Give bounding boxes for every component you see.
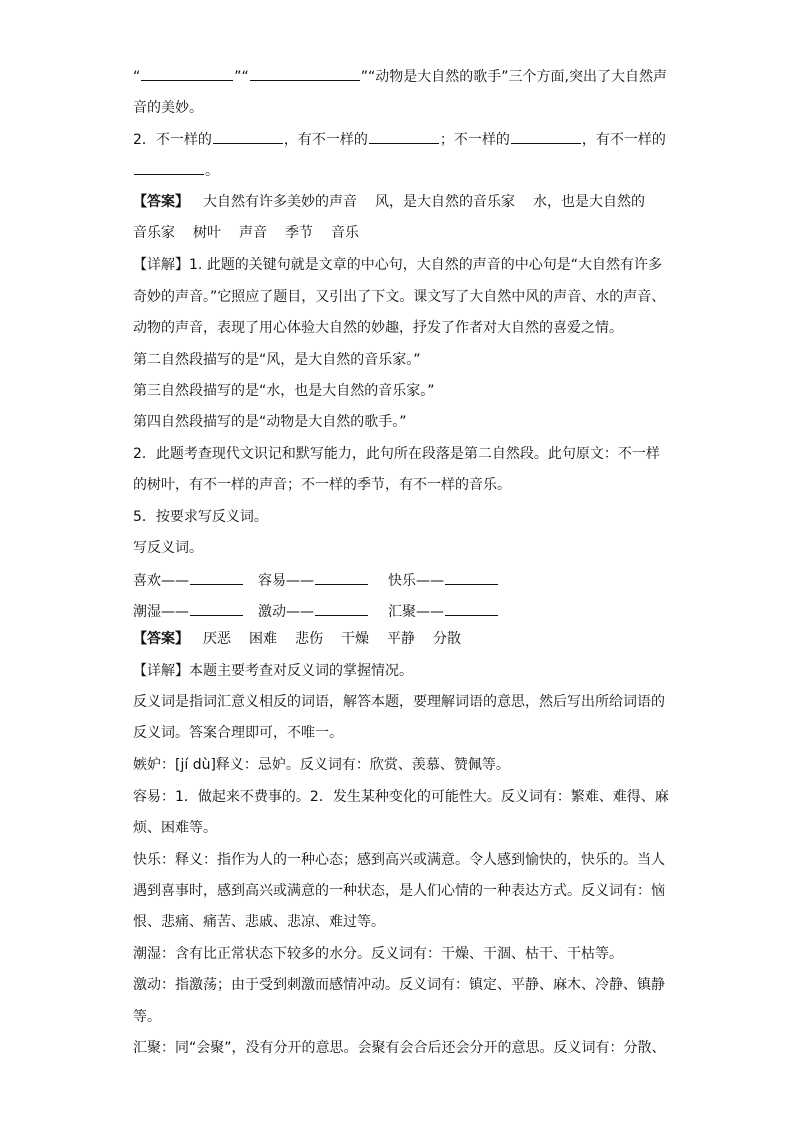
answer1-line1 <box>133 192 645 212</box>
detail1-line: 的树叶，有不一样的声音；不一样的季节，有不一样的音乐。 <box>133 477 511 493</box>
q5-item: 激动—— <box>258 601 388 622</box>
answer-tag: 【答案】 <box>133 631 189 647</box>
q2-prefix: 2．不一样的 <box>133 132 212 148</box>
detail1-line: 第四自然段描写的是“动物是大自然的歌手。” <box>133 414 407 430</box>
q5-row1 <box>133 570 499 591</box>
answer1-item: 音乐家 <box>133 225 175 241</box>
answer1-item: 季节 <box>285 225 313 241</box>
answer5-item: 困难 <box>249 631 277 647</box>
q1-line1: “ ”“ ”“动物是大自然的歌手”三个方面,突出了大自然声 <box>133 66 667 87</box>
detail1-line: 第三自然段描写的是“水，也是大自然的音乐家。” <box>133 383 435 399</box>
q5-item: 汇聚—— <box>388 601 499 622</box>
q2-seg-1: ，有不一样的 <box>283 132 368 148</box>
detail1-line: 第二自然段描写的是“风，是大自然的音乐家。” <box>133 352 421 368</box>
q5-blank[interactable] <box>190 570 243 585</box>
answer5-item: 干燥 <box>341 631 369 647</box>
detail5-line: 快乐：释义：指作为人的一种心态；感到高兴或满意。令人感到愉快的，快乐的。当人 <box>133 852 665 868</box>
q5-item: 喜欢—— <box>133 570 258 591</box>
detail5-line: 反义词。答案合理即可，不唯一。 <box>133 725 343 741</box>
answer1-item: 树叶 <box>193 225 221 241</box>
answer5-item: 平静 <box>387 631 415 647</box>
detail5-line: 烦、困难等。 <box>133 820 217 836</box>
answer1-line2 <box>133 223 359 243</box>
q5-sub: 写反义词。 <box>133 540 203 556</box>
detail5-line: 容易：1．做起来不费事的。2．发生某种变化的可能性大。反义词有：繁难、难得、麻 <box>133 789 669 805</box>
detail5-line: 恨、悲痛、痛苦、悲戚、悲凉、难过等。 <box>133 914 385 930</box>
detail5-line: 【详解】本题主要考查对反义词的掌握情况。 <box>133 663 413 679</box>
answer5-line <box>133 629 461 649</box>
detail1-line: 2．此题考查现代文识记和默写能力，此句所在段落是第二自然段。此句原文：不一样 <box>133 446 660 462</box>
q5-item: 潮湿—— <box>133 601 258 622</box>
detail5-line: 汇聚：同“会聚”，没有分开的意思。会聚有会合后还会分开的意思。反义词有：分散、 <box>133 1040 666 1056</box>
q5-blank[interactable] <box>315 570 368 585</box>
q2-blank-1[interactable] <box>213 129 283 144</box>
q2-blank-2[interactable] <box>369 129 439 144</box>
answer1-item: 风，是大自然的音乐家 <box>375 194 515 210</box>
q2-seg-3: ，有不一样的 <box>581 132 666 148</box>
q5-blank[interactable] <box>190 601 243 616</box>
q1-line2: 音的美妙。 <box>133 100 203 116</box>
answer1-item: 声音 <box>239 225 267 241</box>
q1-blank-1[interactable] <box>141 66 233 81</box>
detail1-line: 动物的声音，表现了用心体验大自然的妙趣，抒发了作者对大自然的喜爱之情。 <box>133 320 623 336</box>
q2-line1 <box>133 129 666 150</box>
q5-title: 5．按要求写反义词。 <box>133 509 268 525</box>
detail5-line: 激动：指激荡；由于受到刺激而感情冲动。反义词有：镇定、平静、麻木、冷静、镇静 <box>133 977 665 993</box>
answer1-item: 音乐 <box>331 225 359 241</box>
q5-item: 快乐—— <box>388 570 499 591</box>
q2-seg-2: ；不一样的 <box>439 132 510 148</box>
answer5-item: 悲伤 <box>295 631 323 647</box>
detail1-line: 奇妙的声音。”它照应了题目，又引出了下文。课文写了大自然中风的声音、水的声音、 <box>133 289 666 305</box>
answer-tag: 【答案】 <box>133 194 189 210</box>
q1-blank-2[interactable] <box>250 66 360 81</box>
q5-blank[interactable] <box>445 570 498 585</box>
q2-end: 。 <box>205 163 219 179</box>
q2-blank-3[interactable] <box>511 129 581 144</box>
q2-line2 <box>133 160 219 181</box>
answer5-item: 厌恶 <box>203 631 231 647</box>
answer1-item: 水，也是大自然的 <box>533 194 645 210</box>
q5-row2 <box>133 601 499 622</box>
detail5-line: 嫉妒：[jí dù]释义：忌妒。反义词有：欣赏、羡慕、赞佩等。 <box>133 757 510 773</box>
detail5-line: 等。 <box>133 1009 161 1025</box>
q2-blank-4[interactable] <box>134 160 204 175</box>
q5-blank[interactable] <box>445 601 498 616</box>
answer1-item: 大自然有许多美妙的声音 <box>203 194 357 210</box>
q1-tail: ”“动物是大自然的歌手”三个方面,突出了大自然声 <box>360 69 667 85</box>
detail5-line: 潮湿：含有比正常状态下较多的水分。反义词有：干燥、干涸、枯干、干枯等。 <box>133 946 623 962</box>
detail1-line: 【详解】1. 此题的关键句就是文章的中心句，大自然的声音的中心句是“大自然有许多 <box>133 257 663 273</box>
answer5-item: 分散 <box>433 631 461 647</box>
q5-item: 容易—— <box>258 570 388 591</box>
q5-blank[interactable] <box>315 601 368 616</box>
detail5-line: 遇到喜事时，感到高兴或满意的一种状态，是人们心情的一种表达方式。反义词有：恼 <box>133 883 665 899</box>
detail5-line: 反义词是指词汇意义相反的词语，解答本题，要理解词语的意思，然后写出所给词语的 <box>133 694 665 710</box>
